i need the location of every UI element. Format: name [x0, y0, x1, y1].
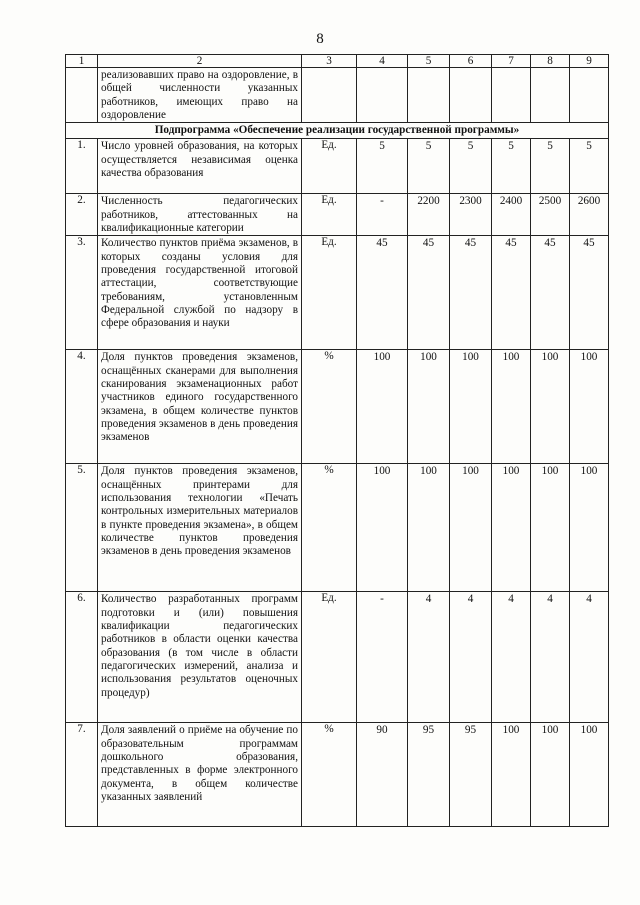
- col-header: 3: [302, 55, 357, 68]
- row-unit: %: [302, 464, 357, 592]
- row-value: 4: [570, 592, 609, 723]
- row-value: 4: [408, 592, 450, 723]
- table-row: [66, 139, 609, 194]
- col-header: 4: [357, 55, 408, 68]
- row-value: 5: [408, 139, 450, 194]
- row-value: 100: [492, 350, 531, 464]
- row-value: 2600: [570, 194, 609, 236]
- row-value: 2200: [408, 194, 450, 236]
- row-unit: Ед.: [302, 194, 357, 236]
- row-value: 2300: [450, 194, 492, 236]
- page-number: 8: [316, 31, 324, 47]
- row-value: 100: [570, 464, 609, 592]
- row-value: 4: [492, 592, 531, 723]
- row-number: 4.: [66, 350, 98, 464]
- row-number: 2.: [66, 194, 98, 236]
- table-row: [66, 350, 609, 464]
- table-row: [66, 723, 609, 827]
- indicators-table: [65, 54, 609, 827]
- row-description: Количество пунктов приёма экзаменов, в которых созданы условия для проведения государственной итоговой аттестации, соответствующие требованиям, установленным Федеральной службой по надзору в сфере образования и науки: [98, 236, 302, 350]
- table-row: [66, 236, 609, 350]
- row-value: 100: [531, 350, 570, 464]
- row-description: Доля пунктов проведения экзаменов, оснащённых сканерами для выполнения сканирования экзаменационных работ участников единого государственного экзамена, в общем количестве пунктов проведения экзаменов в день проведения экзаменов: [98, 350, 302, 464]
- column-numbers-row: [66, 55, 609, 68]
- row-value: 45: [450, 236, 492, 350]
- row-value: 100: [357, 350, 408, 464]
- row-value: 45: [531, 236, 570, 350]
- row-value: 4: [531, 592, 570, 723]
- row-description: Численность педагогических работников, аттестованных на квалификационные категории: [98, 194, 302, 236]
- row-value: 95: [408, 723, 450, 827]
- col-header: 8: [531, 55, 570, 68]
- row-value: 5: [357, 139, 408, 194]
- row-value: 5: [570, 139, 609, 194]
- row-value: 2500: [531, 194, 570, 236]
- row-number: 5.: [66, 464, 98, 592]
- row-number: 1.: [66, 139, 98, 194]
- row-number: 7.: [66, 723, 98, 827]
- row-value: 100: [450, 350, 492, 464]
- col-header: 1: [66, 55, 98, 68]
- row-value: 100: [531, 464, 570, 592]
- row-value: 100: [357, 464, 408, 592]
- col-header: 6: [450, 55, 492, 68]
- continuation-text: реализовавших право на оздоровление, в общей численности указанных работников, имеющих право на оздоровление: [98, 68, 302, 123]
- row-description: Количество разработанных программ подготовки и (или) повышения квалификации педагогических работников в области оценки качества образования (в том числе в области педагогических измерений, анализа и использования результатов оценочных процедур): [98, 592, 302, 723]
- row-unit: %: [302, 350, 357, 464]
- row-number: 6.: [66, 592, 98, 723]
- row-value: 45: [357, 236, 408, 350]
- row-value: 100: [408, 350, 450, 464]
- row-description: Число уровней образования, на которых осуществляется независимая оценка качества образования: [98, 139, 302, 194]
- row-value: 100: [531, 723, 570, 827]
- row-value: 90: [357, 723, 408, 827]
- row-value: 100: [450, 464, 492, 592]
- row-unit: Ед.: [302, 139, 357, 194]
- row-number: 3.: [66, 236, 98, 350]
- section-row: [66, 123, 609, 139]
- col-header: 5: [408, 55, 450, 68]
- row-value: -: [357, 592, 408, 723]
- col-header: 9: [570, 55, 609, 68]
- row-unit: Ед.: [302, 592, 357, 723]
- row-value: 45: [492, 236, 531, 350]
- row-value: 100: [570, 350, 609, 464]
- row-value: 4: [450, 592, 492, 723]
- row-value: 95: [450, 723, 492, 827]
- row-value: 2400: [492, 194, 531, 236]
- row-value: 5: [531, 139, 570, 194]
- row-description: Доля пунктов проведения экзаменов, оснащённых принтерами для использования технологии «Печать контрольных измерительных материалов в пункте проведения экзамена», в общем количестве пунктов проведения экзаменов в день проведения экзаменов: [98, 464, 302, 592]
- row-value: 45: [408, 236, 450, 350]
- continuation-row: [66, 68, 609, 123]
- section-title: Подпрограмма «Обеспечение реализации государственной программы»: [66, 123, 609, 139]
- row-value: 100: [492, 464, 531, 592]
- col-header: 2: [98, 55, 302, 68]
- row-value: 5: [450, 139, 492, 194]
- row-value: 100: [408, 464, 450, 592]
- row-unit: Ед.: [302, 236, 357, 350]
- table-row: [66, 592, 609, 723]
- row-value: 100: [570, 723, 609, 827]
- table-row: [66, 194, 609, 236]
- col-header: 7: [492, 55, 531, 68]
- row-value: -: [357, 194, 408, 236]
- table-row: [66, 464, 609, 592]
- row-value: 100: [492, 723, 531, 827]
- row-description: Доля заявлений о приёме на обучение по образовательным программам дошкольного образования, представленных в форме электронного документа, в общем количестве указанных заявлений: [98, 723, 302, 827]
- row-unit: %: [302, 723, 357, 827]
- row-value: 45: [570, 236, 609, 350]
- row-value: 5: [492, 139, 531, 194]
